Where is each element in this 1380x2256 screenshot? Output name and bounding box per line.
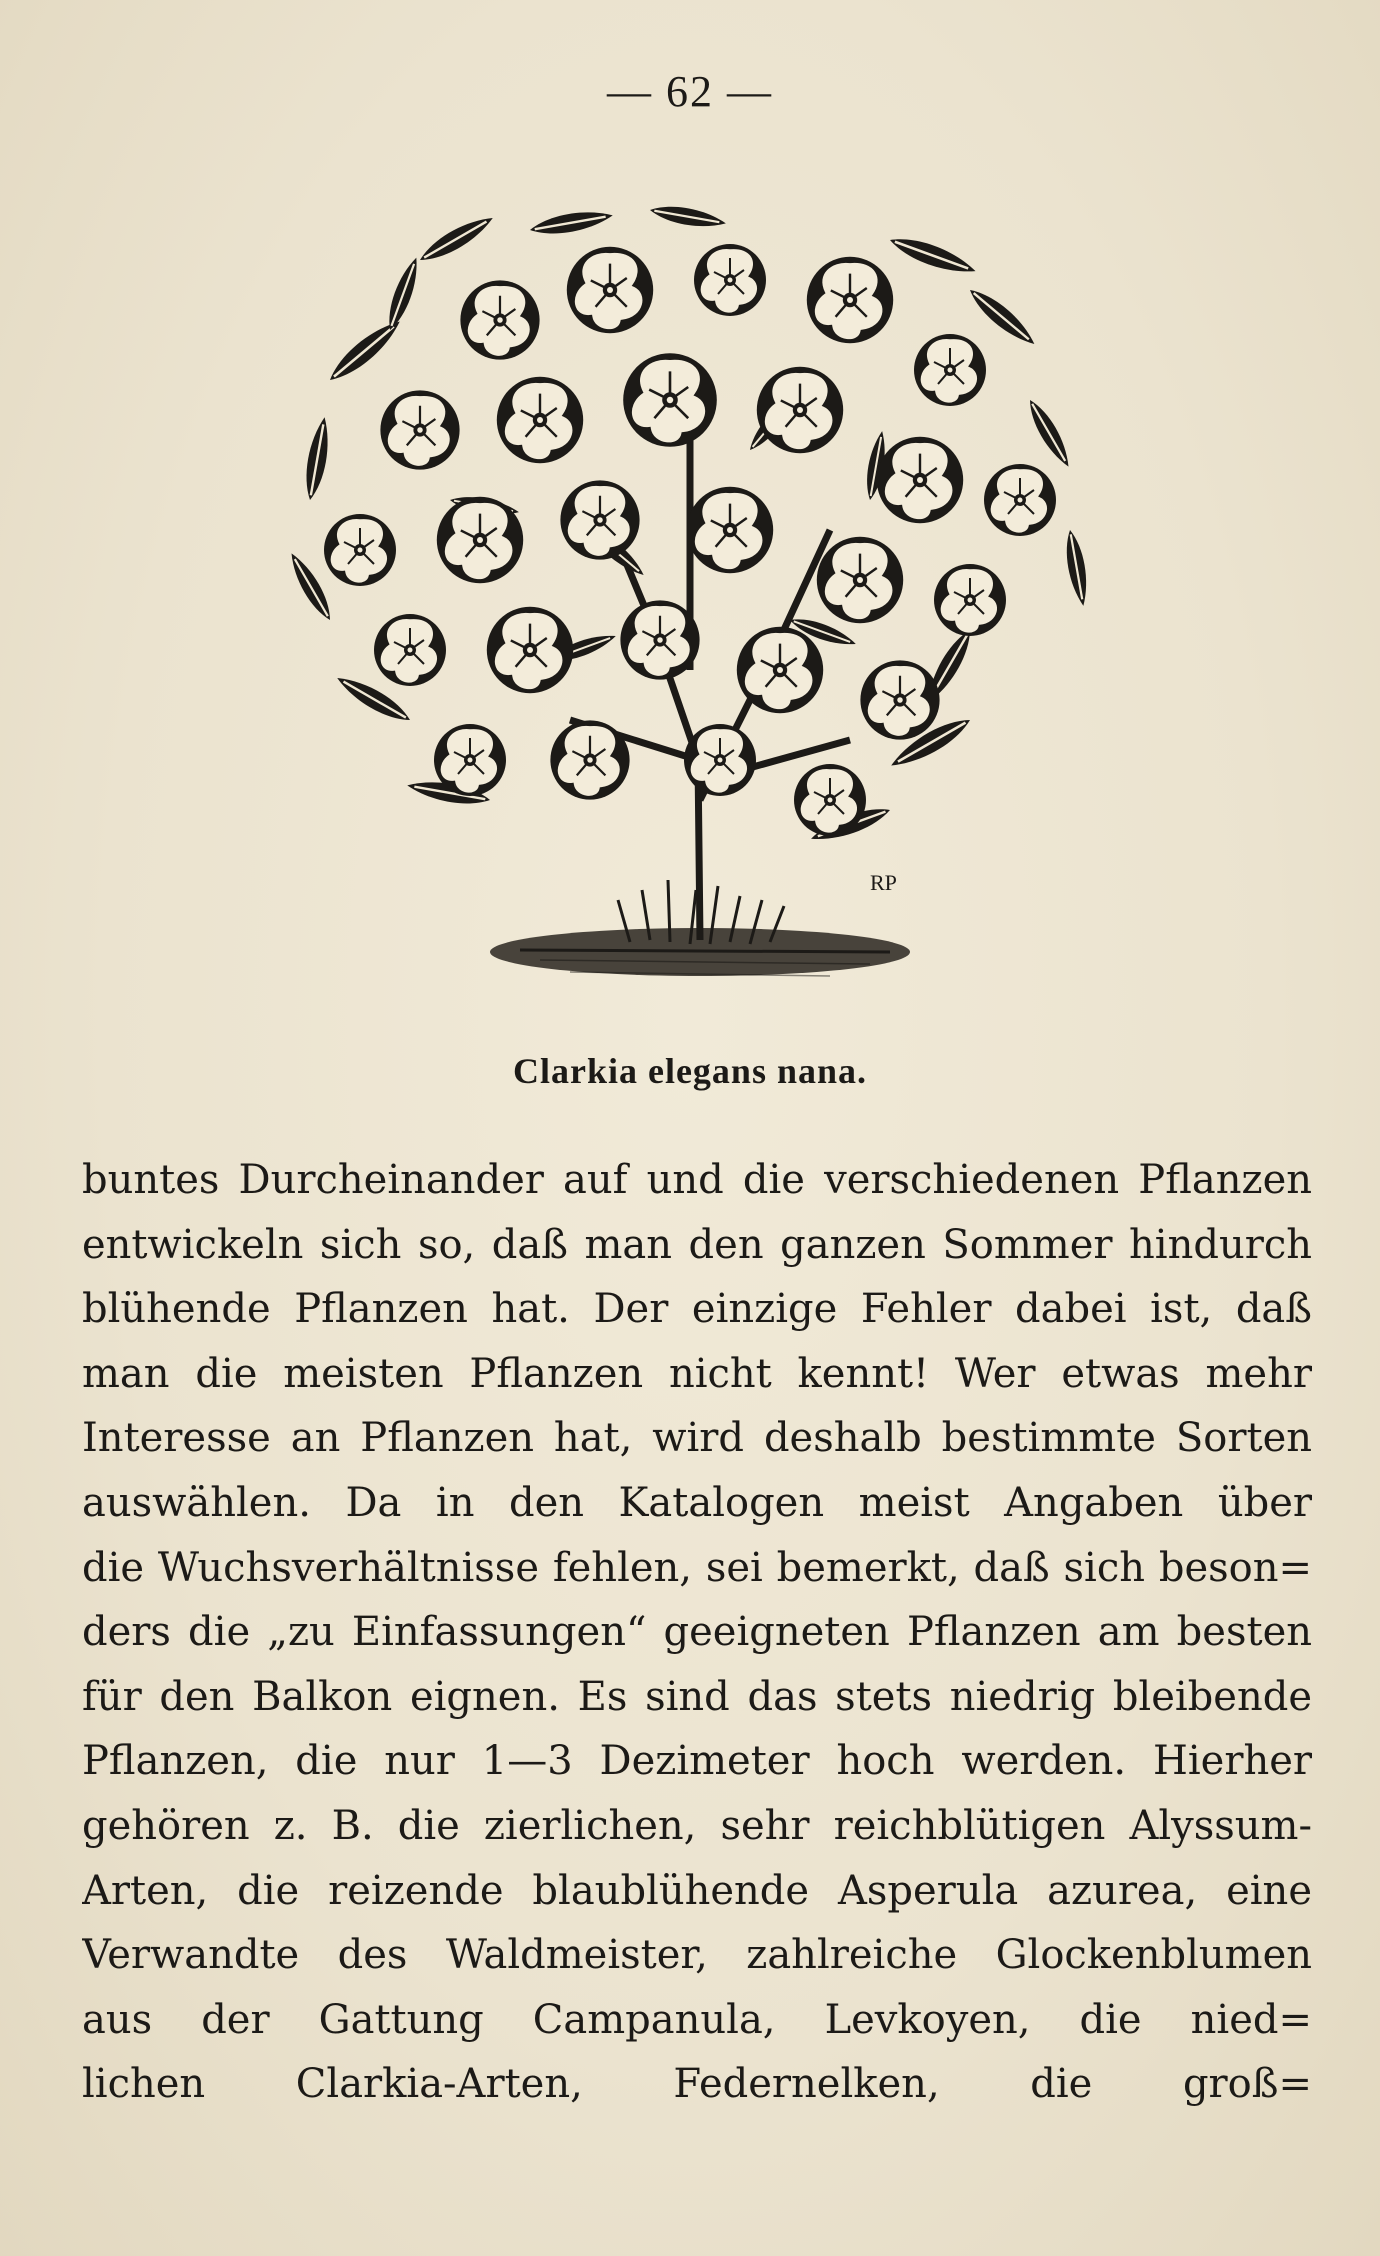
text-line: Pflanzen, die nur 1—3 Dezimeter hoch werden. Hierher [82,1738,1312,1785]
text-line: ders die „zu Einfassungen“ geeigneten Pflanzen am besten [82,1609,1312,1656]
text-line: aus der Gattung Campanula, Levkoyen, die nied= [82,1996,1312,2043]
artist-monogram: RP [870,870,897,895]
text-line: Verwandte des Waldmeister, zahlreiche Glockenblumen [82,1932,1312,1979]
text-line: buntes Durcheinander auf und die verschiedenen Pflanzen [82,1157,1312,1203]
text-line: die Wuchsverhältnisse fehlen, sei bemerkt, daß sich beson= [82,1544,1312,1591]
text-line: entwickeln sich so, daß man den ganzen Sommer hindurch [82,1221,1312,1268]
clarkia-flower-illustration [270,200,1130,1020]
text-line: Interesse an Pflanzen hat, wird deshalb bestimmte Sorten [82,1415,1312,1462]
figure-caption: Clarkia elegans nana. [512,1051,868,1091]
body-text [82,1148,1312,2117]
text-line: lichen Clarkia-Arten, Federnelken, die groß= [82,2061,1312,2108]
text-line: auswählen. Da in den Katalogen meist Angaben über [82,1479,1312,1526]
text-line: Arten, die reizende blaublühende Asperula azurea, eine [82,1867,1312,1914]
text-line: für den Balkon eignen. Es sind das stets niedrig bleibende [82,1673,1312,1720]
text-line: gehören z. B. die zierlichen, sehr reichblütigen Alyssum- [82,1802,1312,1849]
text-line: man die meisten Pflanzen nicht kennt! Wer etwas mehr [82,1350,1312,1397]
text-line: blühende Pflanzen hat. Der einzige Fehler dabei ist, daß [82,1286,1312,1333]
page-number: — 62 — [607,67,773,116]
